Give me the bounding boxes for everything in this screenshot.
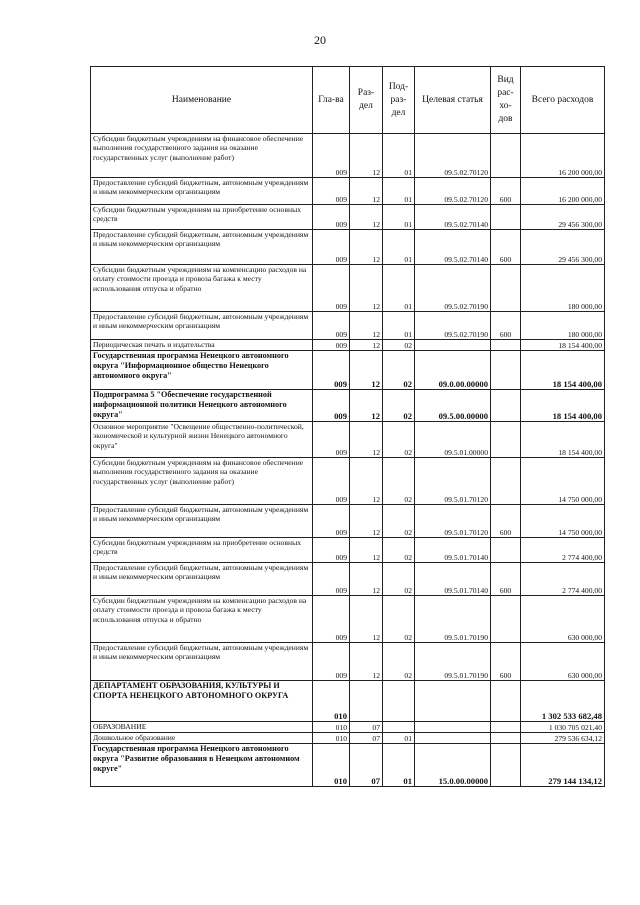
budget-table <box>90 66 605 787</box>
row-chapter: 009 <box>313 312 350 340</box>
row-total: 14 750 000,00 <box>521 505 605 538</box>
row-name: Государственная программа Ненецкого автономного округа "Развитие образования в Ненецком автономном округе" <box>91 744 313 787</box>
table-row <box>91 351 605 390</box>
table-row <box>91 596 605 643</box>
row-target: 09.5.02.70190 <box>415 312 491 340</box>
row-name: Субсидии бюджетным учреждениям на финансовое обеспечение выполнения государственного задания на оказание государственных услуг (выполнение работ) <box>91 134 313 178</box>
row-subsection <box>383 681 415 722</box>
row-total: 18 154 400,00 <box>521 351 605 390</box>
row-section: 12 <box>350 643 383 681</box>
row-subsection: 01 <box>383 134 415 178</box>
row-chapter: 009 <box>313 178 350 205</box>
row-exp-type <box>491 422 521 458</box>
row-exp-type <box>491 351 521 390</box>
row-total: 14 750 000,00 <box>521 458 605 505</box>
row-exp-type <box>491 733 521 744</box>
row-total: 1 302 533 682,48 <box>521 681 605 722</box>
table-row <box>91 563 605 596</box>
row-exp-type: 600 <box>491 178 521 205</box>
row-chapter: 009 <box>313 390 350 422</box>
row-subsection: 01 <box>383 205 415 230</box>
row-section: 07 <box>350 722 383 733</box>
row-exp-type: 600 <box>491 643 521 681</box>
row-section: 12 <box>350 230 383 265</box>
row-section: 12 <box>350 458 383 505</box>
row-name: Предоставление субсидий бюджетным, автономным учреждениям и иным некоммерческим организациям <box>91 312 313 340</box>
row-target <box>415 733 491 744</box>
row-target: 09.5.01.70120 <box>415 505 491 538</box>
row-chapter: 009 <box>313 596 350 643</box>
row-subsection: 01 <box>383 744 415 787</box>
row-total: 630 000,00 <box>521 596 605 643</box>
row-name: Предоставление субсидий бюджетным, автономным учреждениям и иным некоммерческим организациям <box>91 178 313 205</box>
table-row <box>91 340 605 351</box>
row-subsection: 01 <box>383 265 415 312</box>
row-target: 09.5.02.70120 <box>415 178 491 205</box>
row-subsection: 02 <box>383 458 415 505</box>
row-chapter: 009 <box>313 265 350 312</box>
table-row <box>91 178 605 205</box>
header-chapter: Гла-ва <box>313 67 350 134</box>
table-row <box>91 134 605 178</box>
row-target: 15.0.00.00000 <box>415 744 491 787</box>
table-row <box>91 265 605 312</box>
table-row <box>91 681 605 722</box>
row-name: ОБРАЗОВАНИЕ <box>91 722 313 733</box>
row-total: 630 000,00 <box>521 643 605 681</box>
row-chapter: 009 <box>313 538 350 563</box>
row-target: 09.5.01.70140 <box>415 538 491 563</box>
row-name: Субсидии бюджетным учреждениям на приобретение основных средств <box>91 205 313 230</box>
row-target: 09.5.01.70190 <box>415 596 491 643</box>
row-chapter: 009 <box>313 351 350 390</box>
row-exp-type <box>491 458 521 505</box>
row-name: Предоставление субсидий бюджетным, автономным учреждениям и иным некоммерческим организациям <box>91 563 313 596</box>
row-chapter: 009 <box>313 422 350 458</box>
row-chapter: 009 <box>313 563 350 596</box>
row-subsection: 02 <box>383 538 415 563</box>
table-row <box>91 722 605 733</box>
row-chapter: 009 <box>313 134 350 178</box>
row-section: 12 <box>350 340 383 351</box>
row-name: Субсидии бюджетным учреждениям на компенсацию расходов на оплату стоимости проезда и провоза багажа к месту использования отпуска и обратно <box>91 265 313 312</box>
header-section: Раз-дел <box>350 67 383 134</box>
row-exp-type <box>491 340 521 351</box>
row-chapter: 010 <box>313 722 350 733</box>
row-exp-type <box>491 722 521 733</box>
row-total: 16 200 000,00 <box>521 134 605 178</box>
table-body <box>91 134 605 787</box>
row-section: 12 <box>350 538 383 563</box>
row-section: 12 <box>350 563 383 596</box>
row-name: Субсидии бюджетным учреждениям на финансовое обеспечение выполнения государственного задания на оказание государственных услуг (выполнение работ) <box>91 458 313 505</box>
row-total: 18 154 400,00 <box>521 390 605 422</box>
table-row <box>91 230 605 265</box>
row-name: Подпрограмма 5 "Обеспечение государственной информационной политики Ненецкого автономного округа" <box>91 390 313 422</box>
table-row <box>91 390 605 422</box>
table-row <box>91 458 605 505</box>
row-name: Субсидии бюджетным учреждениям на приобретение основных средств <box>91 538 313 563</box>
row-exp-type <box>491 681 521 722</box>
row-subsection <box>383 722 415 733</box>
row-section: 12 <box>350 351 383 390</box>
row-total: 29 456 300,00 <box>521 205 605 230</box>
row-total: 16 200 000,00 <box>521 178 605 205</box>
header-exp-type: Вид рас-хо-дов <box>491 67 521 134</box>
header-name: Наименование <box>91 67 313 134</box>
row-target: 09.5.02.70190 <box>415 265 491 312</box>
row-total: 29 456 300,00 <box>521 230 605 265</box>
row-exp-type: 600 <box>491 505 521 538</box>
row-total: 279 144 134,12 <box>521 744 605 787</box>
row-name: Субсидии бюджетным учреждениям на компенсацию расходов на оплату стоимости проезда и провоза багажа к месту использования отпуска и обратно <box>91 596 313 643</box>
row-name: Дошкольное образование <box>91 733 313 744</box>
row-target <box>415 722 491 733</box>
row-exp-type: 600 <box>491 312 521 340</box>
row-exp-type <box>491 390 521 422</box>
row-subsection: 02 <box>383 505 415 538</box>
table-header-row <box>91 67 605 134</box>
row-total: 2 774 400,00 <box>521 563 605 596</box>
row-target: 09.5.01.70190 <box>415 643 491 681</box>
row-chapter: 009 <box>313 205 350 230</box>
row-section: 12 <box>350 205 383 230</box>
row-target <box>415 681 491 722</box>
row-section: 12 <box>350 505 383 538</box>
row-exp-type <box>491 538 521 563</box>
row-name: Предоставление субсидий бюджетным, автономным учреждениям и иным некоммерческим организациям <box>91 505 313 538</box>
row-total: 180 000,00 <box>521 265 605 312</box>
row-total: 18 154 400,00 <box>521 422 605 458</box>
row-section: 12 <box>350 312 383 340</box>
row-exp-type <box>491 596 521 643</box>
row-section: 12 <box>350 422 383 458</box>
row-subsection: 02 <box>383 340 415 351</box>
row-section: 12 <box>350 390 383 422</box>
row-section <box>350 681 383 722</box>
page-number: 20 <box>314 33 326 47</box>
table-row <box>91 312 605 340</box>
row-subsection: 02 <box>383 643 415 681</box>
header-subsection: Под-раз-дел <box>383 67 415 134</box>
row-total: 1 030 705 021,40 <box>521 722 605 733</box>
row-name: Государственная программа Ненецкого автономного округа "Информационное общество Ненецкого автономного округа" <box>91 351 313 390</box>
row-target <box>415 340 491 351</box>
row-section: 07 <box>350 733 383 744</box>
table-row <box>91 505 605 538</box>
row-name: Предоставление субсидий бюджетным, автономным учреждениям и иным некоммерческим организациям <box>91 230 313 265</box>
row-chapter: 010 <box>313 733 350 744</box>
row-exp-type <box>491 205 521 230</box>
table-row <box>91 205 605 230</box>
row-exp-type: 600 <box>491 230 521 265</box>
row-exp-type <box>491 744 521 787</box>
row-target: 09.5.01.00000 <box>415 422 491 458</box>
row-subsection: 02 <box>383 596 415 643</box>
row-exp-type <box>491 134 521 178</box>
row-chapter: 009 <box>313 458 350 505</box>
row-section: 12 <box>350 265 383 312</box>
row-section: 12 <box>350 178 383 205</box>
row-exp-type <box>491 265 521 312</box>
row-subsection: 02 <box>383 390 415 422</box>
header-total: Всего расходов <box>521 67 605 134</box>
row-total: 2 774 400,00 <box>521 538 605 563</box>
row-target: 09.5.01.70140 <box>415 563 491 596</box>
table-row <box>91 422 605 458</box>
row-name: Основное мероприятие "Освещение общественно-политической, экономической и культурной жизни Ненецкого автономного округа" <box>91 422 313 458</box>
row-subsection: 01 <box>383 312 415 340</box>
row-chapter: 009 <box>313 505 350 538</box>
row-total: 180 000,00 <box>521 312 605 340</box>
row-target: 09.5.02.70140 <box>415 230 491 265</box>
row-section: 12 <box>350 596 383 643</box>
row-total: 279 536 634,12 <box>521 733 605 744</box>
row-chapter: 010 <box>313 681 350 722</box>
row-target: 09.5.02.70120 <box>415 134 491 178</box>
row-section: 12 <box>350 134 383 178</box>
row-section: 07 <box>350 744 383 787</box>
row-target: 09.5.00.00000 <box>415 390 491 422</box>
row-subsection: 01 <box>383 230 415 265</box>
row-chapter: 010 <box>313 744 350 787</box>
row-exp-type: 600 <box>491 563 521 596</box>
row-name: Периодическая печать и издательства <box>91 340 313 351</box>
row-subsection: 02 <box>383 563 415 596</box>
row-subsection: 01 <box>383 733 415 744</box>
table-row <box>91 538 605 563</box>
table-row <box>91 643 605 681</box>
row-target: 09.5.01.70120 <box>415 458 491 505</box>
row-chapter: 009 <box>313 230 350 265</box>
row-name: ДЕПАРТАМЕНТ ОБРАЗОВАНИЯ, КУЛЬТУРЫ И СПОРТА НЕНЕЦКОГО АВТОНОМНОГО ОКРУГА <box>91 681 313 722</box>
header-target: Целевая статья <box>415 67 491 134</box>
row-target: 09.0.00.00000 <box>415 351 491 390</box>
table-row <box>91 733 605 744</box>
row-target: 09.5.02.70140 <box>415 205 491 230</box>
row-chapter: 009 <box>313 643 350 681</box>
row-subsection: 02 <box>383 422 415 458</box>
row-total: 18 154 400,00 <box>521 340 605 351</box>
row-subsection: 02 <box>383 351 415 390</box>
table-row <box>91 744 605 787</box>
row-chapter: 009 <box>313 340 350 351</box>
row-subsection: 01 <box>383 178 415 205</box>
row-name: Предоставление субсидий бюджетным, автономным учреждениям и иным некоммерческим организациям <box>91 643 313 681</box>
